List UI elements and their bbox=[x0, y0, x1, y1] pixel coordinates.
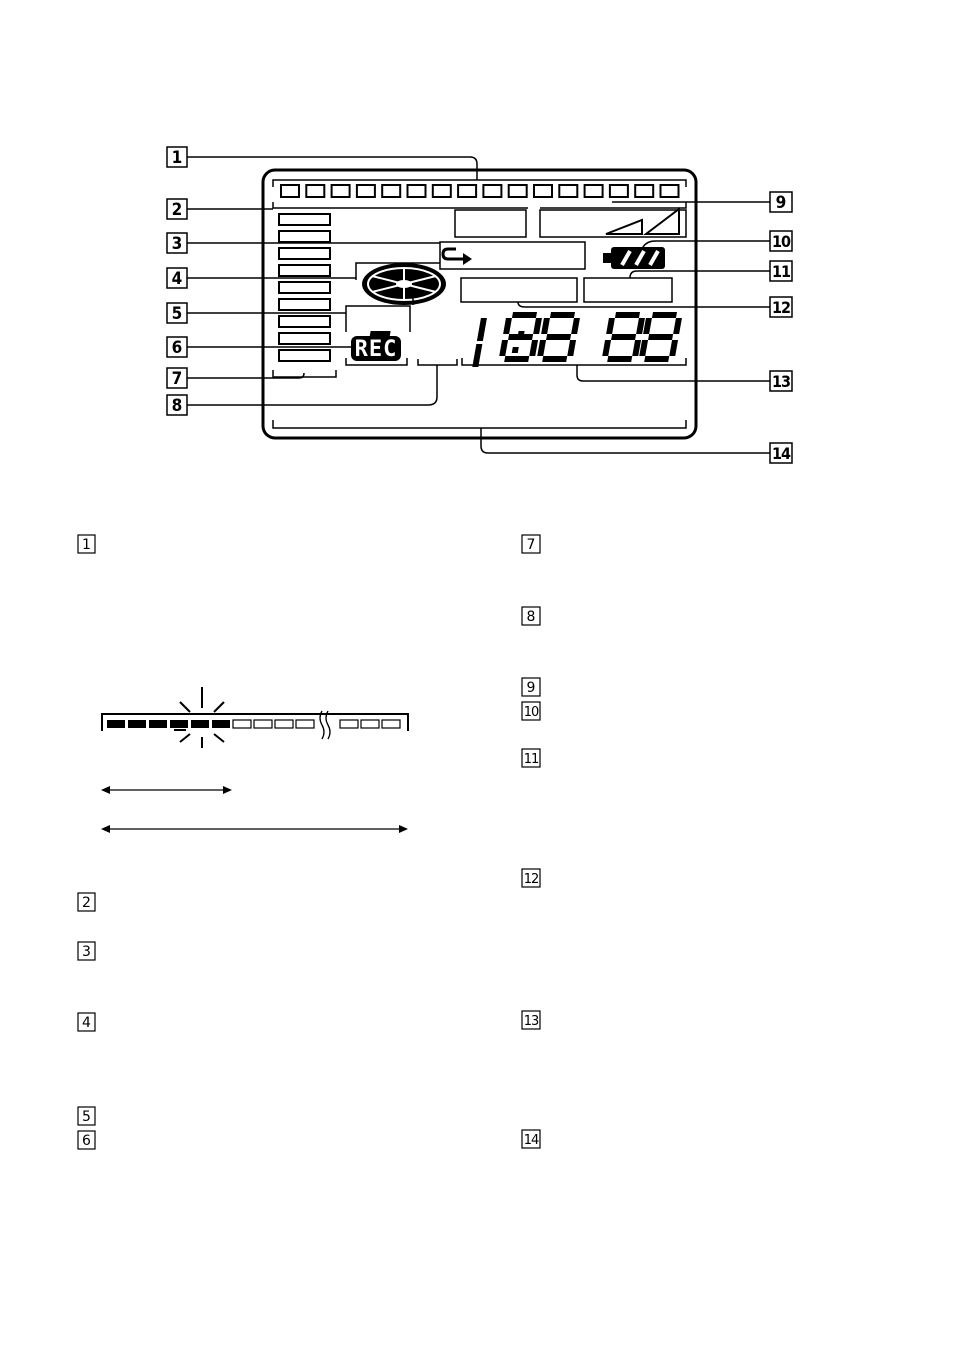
range-arrow-short bbox=[101, 786, 232, 794]
example-segment-filled bbox=[212, 720, 230, 728]
segment bbox=[607, 356, 632, 362]
text-box-a bbox=[461, 278, 577, 302]
legend-marker-left-2 bbox=[78, 893, 95, 911]
svg-text:14: 14 bbox=[523, 1133, 539, 1148]
stack-cell bbox=[279, 316, 330, 327]
blink-rays-icon bbox=[174, 687, 224, 748]
segment bbox=[504, 356, 529, 362]
svg-text:13: 13 bbox=[523, 1014, 539, 1029]
example-segment-empty bbox=[361, 720, 379, 728]
segment bbox=[512, 312, 537, 318]
example-segment-empty bbox=[275, 720, 293, 728]
svg-text:8: 8 bbox=[171, 396, 183, 416]
callout-4 bbox=[167, 268, 187, 289]
svg-text:2: 2 bbox=[82, 895, 91, 911]
legend-marker-right-13 bbox=[522, 1011, 540, 1029]
segment-cell bbox=[585, 185, 603, 197]
segment bbox=[550, 312, 575, 318]
svg-text:10: 10 bbox=[523, 705, 539, 720]
segment-cell bbox=[306, 185, 324, 197]
stack-cell bbox=[279, 265, 330, 276]
svg-text:5: 5 bbox=[82, 1109, 91, 1125]
stack-cell bbox=[279, 350, 330, 361]
stack-cell bbox=[279, 231, 330, 242]
stack-cell bbox=[279, 333, 330, 344]
svg-text:4: 4 bbox=[171, 269, 183, 289]
time-readout-digits bbox=[472, 312, 683, 367]
svg-text:11: 11 bbox=[771, 262, 791, 281]
digit bbox=[472, 318, 487, 367]
example-segment-filled bbox=[149, 720, 167, 728]
segment bbox=[541, 318, 550, 334]
level-box bbox=[540, 210, 686, 237]
svg-text:5: 5 bbox=[171, 304, 183, 324]
segment bbox=[503, 318, 512, 334]
repeat-box bbox=[440, 242, 585, 269]
svg-text:3: 3 bbox=[82, 944, 91, 960]
legend-marker-right-14 bbox=[522, 1130, 540, 1148]
legend-marker-right-7 bbox=[522, 535, 540, 553]
segment-cell bbox=[382, 185, 400, 197]
segment bbox=[611, 334, 636, 340]
segment bbox=[571, 318, 580, 334]
repeat-arrowhead-icon bbox=[463, 253, 472, 265]
digit bbox=[601, 312, 646, 362]
digit bbox=[536, 312, 581, 362]
segment bbox=[542, 356, 567, 362]
minus-segment bbox=[370, 331, 391, 337]
stack-cell bbox=[279, 214, 330, 225]
segment bbox=[602, 340, 611, 356]
segment-cell bbox=[433, 185, 451, 197]
svg-text:13: 13 bbox=[771, 372, 791, 391]
svg-text:1: 1 bbox=[82, 537, 91, 553]
svg-text:8: 8 bbox=[526, 609, 536, 625]
segment bbox=[648, 334, 673, 340]
disc-icon bbox=[362, 263, 446, 305]
svg-text:1: 1 bbox=[171, 148, 183, 168]
disc-under-box bbox=[346, 306, 410, 332]
segment bbox=[537, 340, 546, 356]
callout-leaders bbox=[187, 157, 770, 453]
segment-cell bbox=[408, 185, 426, 197]
legend-marker-left-1 bbox=[78, 535, 95, 553]
segment bbox=[673, 318, 682, 334]
stack-cell bbox=[279, 299, 330, 310]
example-segment-empty bbox=[382, 720, 400, 728]
segment-row-bracket bbox=[273, 202, 686, 208]
legend-marker-right-9 bbox=[522, 678, 540, 696]
text-box-b bbox=[584, 278, 672, 302]
segment bbox=[669, 340, 678, 356]
mode-box bbox=[455, 210, 526, 237]
example-segment-empty bbox=[296, 720, 314, 728]
segment bbox=[546, 334, 571, 340]
segment-cell bbox=[635, 185, 653, 197]
callout-2 bbox=[167, 199, 187, 220]
digit-bracket-left bbox=[418, 359, 457, 365]
segment-bar-example bbox=[102, 687, 408, 748]
callout-11 bbox=[770, 261, 792, 281]
segment-cell bbox=[661, 185, 679, 197]
segment-cell bbox=[281, 185, 299, 197]
callout-12 bbox=[770, 297, 792, 317]
segment bbox=[472, 344, 482, 367]
example-segment-filled bbox=[191, 720, 209, 728]
legend-marker-left-4 bbox=[78, 1013, 95, 1031]
rec-indicator: REC bbox=[354, 337, 398, 362]
callout-8 bbox=[167, 395, 187, 416]
legend-marker-left-6 bbox=[78, 1131, 95, 1149]
example-segment-empty bbox=[233, 720, 251, 728]
legend-marker-right-8 bbox=[522, 607, 540, 625]
example-segment-filled bbox=[128, 720, 146, 728]
segment-cell bbox=[610, 185, 628, 197]
svg-text:12: 12 bbox=[771, 298, 791, 317]
level-meter-large-icon bbox=[646, 209, 679, 234]
svg-text:6: 6 bbox=[82, 1133, 91, 1149]
callout-9 bbox=[770, 192, 792, 213]
legend-marker-right-11 bbox=[522, 749, 540, 767]
digit bbox=[638, 312, 683, 362]
svg-text:6: 6 bbox=[171, 338, 183, 358]
example-segments bbox=[107, 720, 400, 728]
segment bbox=[529, 340, 538, 356]
stack-cell bbox=[279, 282, 330, 293]
segment bbox=[615, 312, 640, 318]
segment bbox=[499, 340, 508, 356]
svg-text:11: 11 bbox=[523, 752, 539, 767]
callout-1 bbox=[167, 147, 187, 168]
svg-text:12: 12 bbox=[523, 872, 539, 887]
stack-cell bbox=[279, 248, 330, 259]
svg-text:10: 10 bbox=[771, 232, 791, 251]
level-meter-small-icon bbox=[606, 220, 642, 234]
segment-cell bbox=[509, 185, 527, 197]
callout-14 bbox=[770, 443, 792, 463]
segment bbox=[606, 318, 615, 334]
segment-cell bbox=[332, 185, 350, 197]
segment bbox=[533, 318, 542, 334]
segment-cell bbox=[559, 185, 577, 197]
legend-marker-right-12 bbox=[522, 869, 540, 887]
segment-cell bbox=[483, 185, 501, 197]
callout-7 bbox=[167, 368, 187, 389]
segment-cell bbox=[458, 185, 476, 197]
svg-text:3: 3 bbox=[171, 234, 183, 254]
svg-text:7: 7 bbox=[171, 369, 183, 389]
break-mark-icon bbox=[320, 711, 330, 739]
example-segment-filled bbox=[170, 720, 188, 728]
callout-3 bbox=[167, 233, 187, 254]
battery-tip-icon bbox=[603, 253, 611, 263]
segment bbox=[644, 356, 669, 362]
range-arrow-long bbox=[101, 825, 408, 833]
segment-cell bbox=[357, 185, 375, 197]
track-segment-bar bbox=[281, 185, 679, 197]
bottom-bracket bbox=[273, 420, 686, 428]
segment bbox=[477, 318, 487, 341]
example-segment-empty bbox=[340, 720, 358, 728]
callout-6 bbox=[167, 337, 187, 358]
svg-text:2: 2 bbox=[171, 200, 183, 220]
svg-text:9: 9 bbox=[775, 193, 787, 213]
legend-marker-left-5 bbox=[78, 1107, 95, 1125]
callout-5 bbox=[167, 303, 187, 324]
svg-text:4: 4 bbox=[82, 1015, 91, 1031]
segment bbox=[567, 340, 576, 356]
segment-cell bbox=[534, 185, 552, 197]
callout-10 bbox=[770, 231, 792, 251]
segment bbox=[652, 312, 677, 318]
example-segment-empty bbox=[254, 720, 272, 728]
example-segment-filled bbox=[107, 720, 125, 728]
callout-13 bbox=[770, 371, 792, 391]
svg-text:9: 9 bbox=[526, 680, 536, 696]
vertical-level-stack bbox=[279, 214, 330, 361]
svg-text:7: 7 bbox=[526, 537, 536, 553]
legend-marker-left-3 bbox=[78, 942, 95, 960]
svg-text:14: 14 bbox=[771, 444, 791, 463]
legend-marker-right-10 bbox=[522, 702, 540, 720]
